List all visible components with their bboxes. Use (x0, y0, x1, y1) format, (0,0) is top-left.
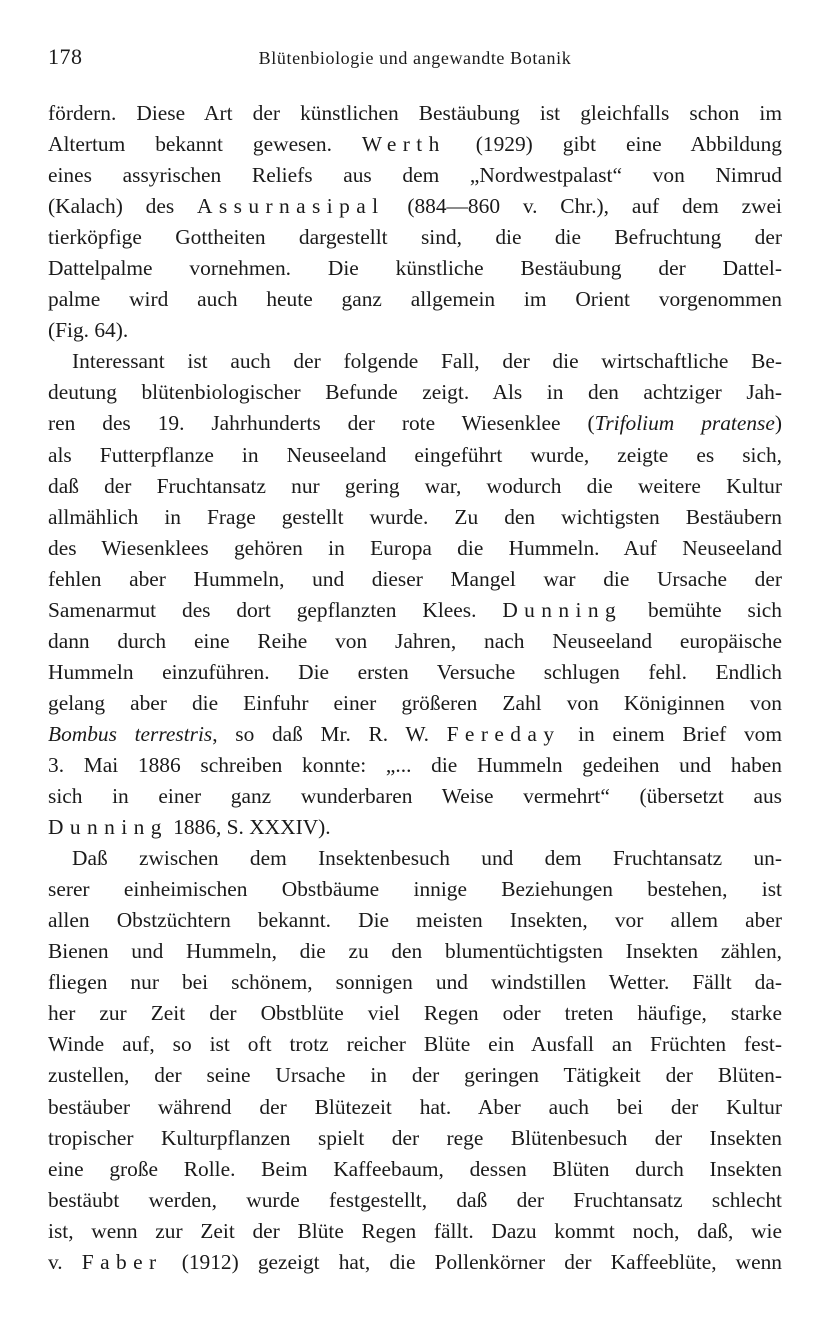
text-line: (Kalach) des Assurnasipal (884—860 v. Chr.), auf dem zwei (48, 194, 782, 219)
text-line: zustellen, der seine Ursache in der geringen Tätigkeit der Blüten- (48, 1063, 782, 1088)
text-line: Interessant ist auch der folgende Fall, der die wirtschaftliche Be- (72, 349, 782, 374)
text-line: sich in einer ganz wunderbaren Weise vermehrt“ (übersetzt aus (48, 784, 782, 809)
text-line: Samenarmut des dort gepflanzten Klees. Dunning bemühte sich (48, 597, 782, 622)
text-line: bestäubt werden, wurde festgestellt, daß der Fruchtansatz schlecht (48, 1187, 782, 1212)
text-line: fehlen aber Hummeln, und dieser Mangel war die Ursache der (48, 566, 782, 591)
running-head: Blütenbiologie und angewandte Botanik (258, 48, 572, 68)
text-line: serer einheimischen Obstbäume innige Beziehungen bestehen, ist (48, 877, 782, 902)
text-line: bestäuber während der Blütezeit hat. Aber auch bei der Kultur (48, 1094, 782, 1119)
text-line: Altertum bekannt gewesen. Werth (1929) gibt eine Abbildung (48, 132, 782, 157)
text-line: Winde auf, so ist oft trotz reicher Blüte ein Ausfall an Früchten fest- (48, 1032, 782, 1057)
author-name: Dunning (48, 815, 168, 840)
body-text (48, 98, 782, 1278)
text-line: Dunning 1886, S. XXXIV). (48, 815, 331, 840)
text-line: allen Obstzüchtern bekannt. Die meisten Insekten, vor allem aber (48, 908, 782, 933)
text-line: tropischer Kulturpflanzen spielt der rege Blütenbesuch der Insekten (48, 1125, 782, 1150)
text-line: 3. Mai 1886 schreiben konnte: „... die Hummeln gedeihen und haben (48, 752, 782, 777)
text-line: fördern. Diese Art der künstlichen Bestäubung ist gleichfalls schon im (48, 101, 782, 125)
author-name: Werth (361, 132, 446, 157)
text-line: v. Faber (1912) gezeigt hat, die Pollenkörner der Kaffeeblüte, wenn (48, 1249, 782, 1274)
text-line: eines assyrischen Reliefs aus dem „Nordwestpalast“ von Nimrud (48, 163, 782, 188)
text-line: Hummeln einzuführen. Die ersten Versuche schlugen fehl. Endlich (48, 659, 782, 684)
text-line: palme wird auch heute ganz allgemein im Orient vorgenommen (48, 287, 782, 312)
text-line: als Futterpflanze in Neuseeland eingeführt wurde, zeigte es sich, (48, 442, 782, 467)
text-line: ist, wenn zur Zeit der Blüte Regen fällt. Dazu kommt noch, daß, wie (48, 1218, 782, 1243)
author-name: Assurnasipal (196, 194, 385, 219)
text-line: ren des 19. Jahrhunderts der rote Wiesenklee (Trifolium pratense) (48, 411, 782, 436)
page-header (48, 44, 782, 74)
text-line: (Fig. 64). (48, 318, 129, 343)
author-name: Dunning (502, 597, 623, 622)
text-line: her zur Zeit der Obstblüte viel Regen oder treten häufige, starke (48, 1001, 782, 1026)
text-line: daß der Fruchtansatz nur gering war, wodurch die weitere Kultur (48, 473, 782, 498)
text-line: dann durch eine Reihe von Jahren, nach Neuseeland europäische (48, 628, 782, 653)
text-line: fliegen nur bei schönem, sonnigen und windstillen Wetter. Fällt da- (48, 970, 782, 995)
text-line: Daß zwischen dem Insektenbesuch und dem Fruchtansatz un- (72, 846, 782, 871)
text-line: Bienen und Hummeln, die zu den blumentüchtigsten Insekten zählen, (48, 939, 782, 964)
taxon-name: Bombus terrestris (48, 721, 213, 746)
page-number: 178 (48, 44, 83, 69)
text-line: des Wiesenklees gehören in Europa die Hummeln. Auf Neuseeland (48, 535, 782, 560)
taxon-name: Trifolium pratense (594, 411, 775, 436)
text-line: eine große Rolle. Beim Kaffeebaum, dessen Blüten durch Insekten (48, 1156, 782, 1181)
text-line: allmählich in Frage gestellt wurde. Zu den wichtigsten Bestäubern (48, 504, 782, 529)
author-name: Fereday (446, 721, 561, 746)
author-name: Faber (81, 1249, 163, 1274)
text-line: tierköpfige Gottheiten dargestellt sind, die die Befruchtung der (48, 225, 782, 250)
text-line: gelang aber die Einfuhr einer größeren Zahl von Königinnen von (48, 690, 782, 715)
text-line: Dattelpalme vornehmen. Die künstliche Bestäubung der Dattel- (48, 256, 782, 281)
text-line: deutung blütenbiologischer Befunde zeigt. Als in den achtziger Jah- (48, 380, 782, 405)
text-line: Bombus terrestris, so daß Mr. R. W. Fereday in einem Brief vom (48, 721, 782, 746)
